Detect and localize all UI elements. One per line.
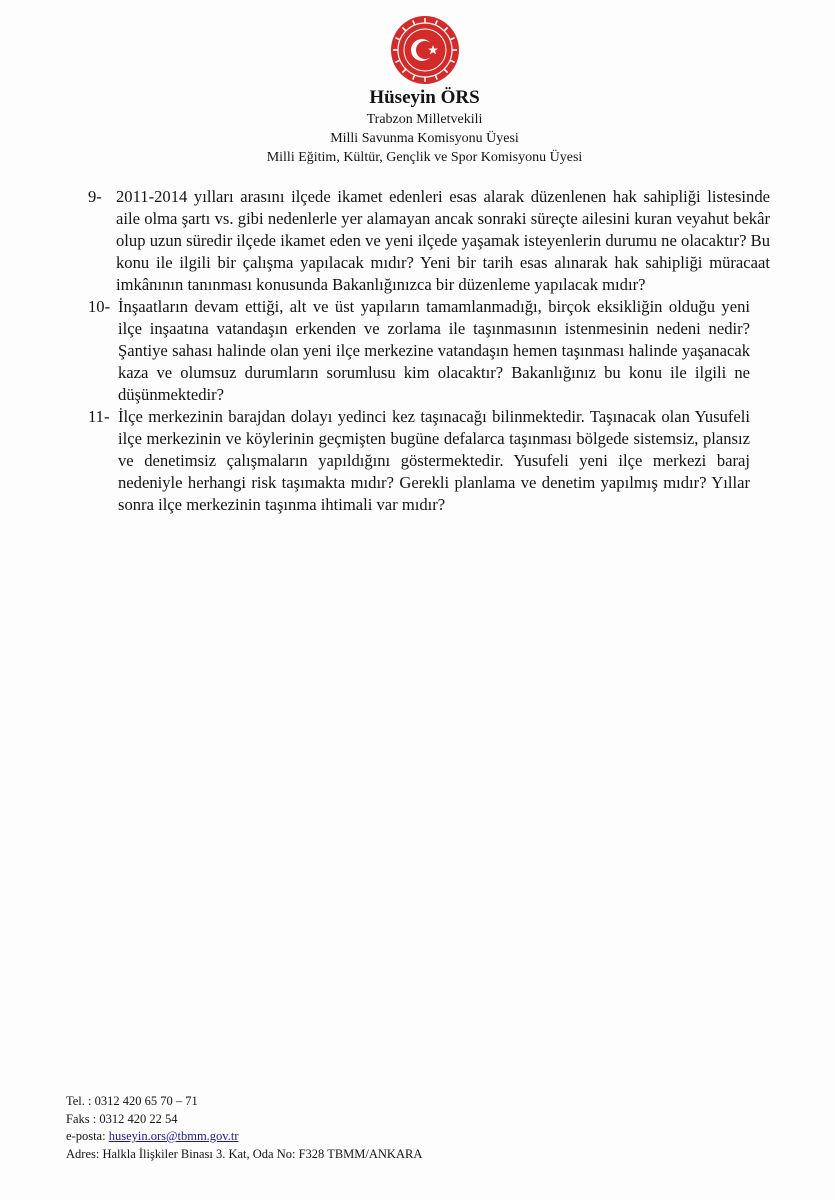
deputy-province: Trabzon Milletvekili [366, 112, 483, 127]
question-list [88, 186, 770, 516]
question-number: 9- [88, 187, 102, 206]
email-link[interactable]: huseyin.ors@tbmm.gov.tr [108, 1129, 239, 1143]
address-line: Adres: Halkla İlişkiler Binası 3. Kat, Oda No: F328 TBMM/ANKARA [66, 1146, 423, 1161]
question-text: 2011-2014 yılları arasını ilçede ikamet edenleri esas alarak düzenlenen hak sahipliği listesinde aile olma şartı vs. gibi nedenlerle yer alamayan ancak sonraki süreçte ailesini kuran veyahut bekâr olup uzun süredir ilçede ikamet eden ve yeni ilçede yaşamak isteyenlerin durumu ne olacaktır? Bu konu ile ilgili bir çalışma yapılacak mıdır? Yeni bir tarih esas alınarak hak sahipliği müracaat imkânının tanınması konusunda Bakanlığınızca bir düzenleme yapılacak mıdır? [116, 187, 770, 294]
letterhead [0, 86, 835, 167]
tbmm-seal-icon [389, 14, 461, 86]
committee-membership-education: Milli Eğitim, Kültür, Gençlik ve Spor Komisyonu Üyesi [266, 150, 583, 165]
phone-line: Tel. : 0312 420 65 70 – 71 [66, 1094, 198, 1108]
question-text: İlçe merkezinin barajdan dolayı yedinci kez taşınacağı bilinmektedir. Taşınacak olan Yusufeli ilçe merkezinin ve köylerinin geçmişten bugüne defalarca taşınması bölgede sistemsiz, plansız ve denetimsiz çalışmaların yapıldığını göstermektedir. Yusufeli yeni ilçe merkezi baraj nedeniyle herhangi risk taşımakta mıdır? Gerekli planlama ve denetim yapılmış mıdır? Yıllar sonra ilçe merkezinin taşınma ihtimali var mıdır? [118, 407, 750, 514]
fax-line: Faks : 0312 420 22 54 [66, 1111, 178, 1126]
email-line [66, 1128, 422, 1146]
question-item [88, 296, 770, 406]
question-text: İnşaatların devam ettiği, alt ve üst yapıların tamamlanmadığı, birçok eksikliğin olduğu yeni ilçe inşaatına vatandaşın erkenden ve zorlama ile taşınmasının istenmesinin nedeni nedir? Şantiye sahası halinde olan yeni ilçe merkezine vatandaşın hemen taşınması halinde yaşanacak kaza ve olumsuz durumların sorumlusu kim olacaktır? Bakanlığınız bu konu ile ilgili ne düşünmektedir? [118, 297, 750, 404]
deputy-name: Hüseyin ÖRS [369, 87, 480, 108]
question-item [88, 186, 770, 296]
question-number: 11- [88, 407, 110, 426]
committee-membership-defense: Milli Savunma Komisyonu Üyesi [330, 131, 519, 146]
contact-footer [66, 1093, 422, 1163]
email-label: e-posta: [66, 1129, 109, 1143]
question-number: 10- [88, 297, 111, 316]
question-item [88, 406, 770, 516]
